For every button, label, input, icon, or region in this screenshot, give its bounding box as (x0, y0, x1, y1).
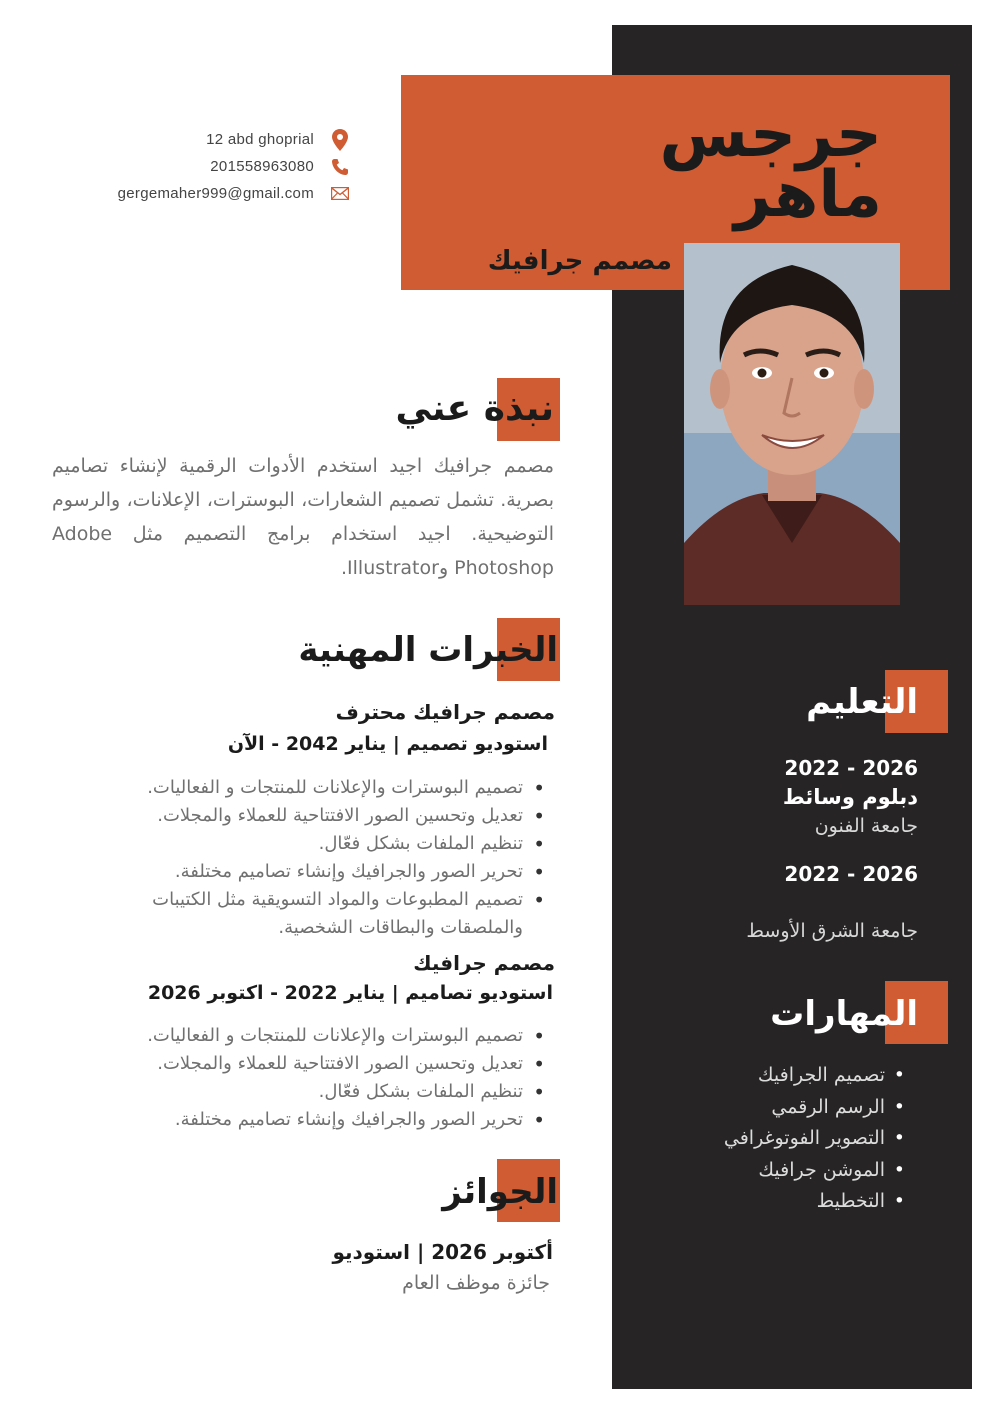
edu-2-university: جامعة الشرق الأوسط (746, 920, 918, 942)
skills-heading: المهارات (770, 994, 918, 1034)
list-item: • تحرير الصور والجرافيك وإنشاء تصاميم مختلفة. (100, 1106, 545, 1134)
education-heading: التعليم (806, 682, 918, 722)
list-item: • الرسم الرقمي (700, 1092, 905, 1124)
portrait-illustration (684, 243, 900, 605)
job-2-duties (100, 1022, 545, 1134)
about-paragraph: مصمم جرافيك اجيد استخدم الأدوات الرقمية لإنشاء تصاميم بصرية. تشمل تصميم الشعارات، البوسترات، الإعلانات، والرسوم التوضيحية. اجيد استخدام برامج التصميم مثل Adobe Photoshop وIllustrator. (52, 455, 554, 579)
awards-heading: الجوائز (442, 1172, 558, 1212)
profile-photo (684, 243, 900, 605)
list-item: • الموشن جرافيك (700, 1155, 905, 1187)
job-2-title: مصمم جرافيك (413, 951, 555, 975)
address-text: 12 abd ghoprial (206, 131, 314, 148)
contact-info (60, 126, 350, 207)
job-title: مصمم جرافيك (487, 246, 672, 276)
list-item: • تحرير الصور والجرافيك وإنشاء تصاميم مختلفة. (100, 858, 545, 886)
edu-1-years: 2026 - 2022 (784, 756, 918, 780)
person-name: جرجس ماهر (659, 98, 882, 232)
edu-1-university: جامعة الفنون (814, 815, 918, 837)
experience-heading: الخبرات المهنية (298, 630, 558, 670)
list-item: • التصوير الفوتوغرافي (700, 1123, 905, 1155)
list-item: • تصميم البوسترات والإعلانات للمنتجات و الفعاليات. (100, 774, 545, 802)
edu-2-years: 2026 - 2022 (784, 862, 918, 886)
award-title: جائزة موظف العام (402, 1272, 550, 1294)
list-item: • تنظيم الملفات بشكل فعّال. (100, 830, 545, 858)
list-item: • تعديل وتحسين الصور الافتتاحية للعملاء والمجلات. (100, 802, 545, 830)
job-1-company: استوديو تصميم | يناير 2042 - الآن (227, 733, 548, 755)
list-item: • تصميم الجرافيك (700, 1060, 905, 1092)
phone-text[interactable]: 201558963080 (210, 158, 314, 175)
list-item: • تنظيم الملفات بشكل فعّال. (100, 1078, 545, 1106)
list-item: • تصميم المطبوعات والمواد التسويقية مثل الكتيبات والملصقات والبطاقات الشخصية. (100, 886, 545, 942)
edu-1-degree: دبلوم وسائط (782, 785, 918, 809)
contact-email[interactable] (60, 180, 350, 207)
job-2-company: استوديو تصاميم | يناير 2022 - اكتوبر 2026 (147, 982, 553, 1004)
about-heading: نبذة عني (395, 388, 554, 429)
job-1-title: مصمم جرافيك محترف (335, 700, 555, 724)
email-text[interactable]: gergemaher999@gmail.com (117, 185, 314, 202)
envelope-icon (330, 187, 350, 200)
phone-icon (330, 158, 350, 176)
list-item: • تعديل وتحسين الصور الافتتاحية للعملاء والمجلات. (100, 1050, 545, 1078)
contact-address (60, 126, 350, 153)
skills-list (700, 1060, 905, 1218)
award-line: أكتوبر 2026 | استوديو (332, 1240, 553, 1264)
list-item: • تصميم البوسترات والإعلانات للمنتجات و الفعاليات. (100, 1022, 545, 1050)
list-item: • التخطيط (700, 1186, 905, 1218)
location-pin-icon (330, 129, 350, 151)
job-1-duties (100, 774, 545, 942)
contact-phone[interactable] (60, 153, 350, 180)
